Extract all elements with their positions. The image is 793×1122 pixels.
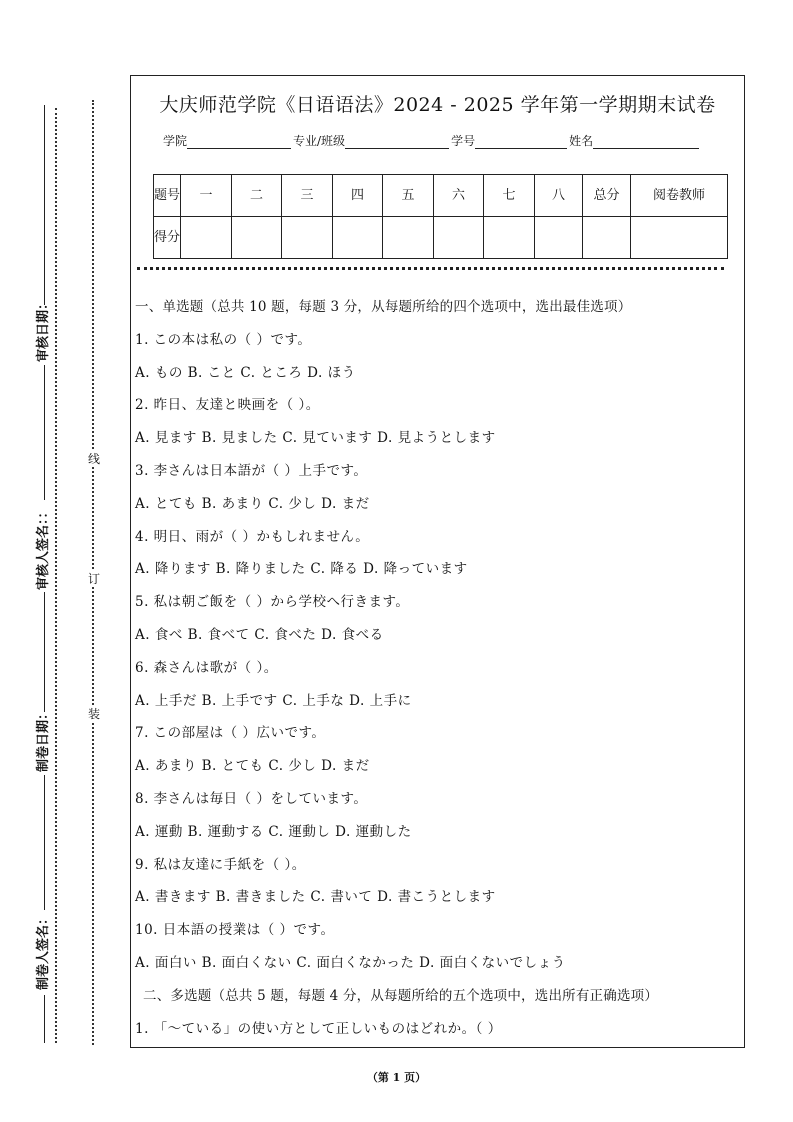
question-text: 8. 李さんは毎日（ ）をしています。 xyxy=(135,790,368,807)
score-cell[interactable] xyxy=(484,217,535,259)
score-table-header-row xyxy=(154,175,728,217)
paper-maker-signature-label: 制卷人签名： xyxy=(36,911,51,990)
score-cell[interactable] xyxy=(583,217,631,259)
question-text: 9. 私は友達に手紙を（ ）。 xyxy=(135,856,306,873)
question-text: 1. この本は私の（ ）です。 xyxy=(135,331,312,348)
score-header-cell: 八 xyxy=(535,175,583,217)
college-field[interactable] xyxy=(187,136,291,149)
question-options: A. もの B. こと C. ところ D. ほう xyxy=(135,364,356,381)
score-header-cell: 七 xyxy=(484,175,535,217)
score-table-score-row xyxy=(154,217,728,259)
question-text: 7. この部屋は（ ）広いです。 xyxy=(135,725,326,742)
score-header-cell: 五 xyxy=(383,175,434,217)
college-label: 学院 xyxy=(163,134,188,148)
score-header-cell: 六 xyxy=(434,175,484,217)
binding-dotted-line-left xyxy=(55,108,57,1043)
question-options: A. 上手だ B. 上手です C. 上手な D. 上手に xyxy=(135,692,412,709)
score-header-cell: 阅卷教师 xyxy=(631,175,728,217)
score-cell[interactable] xyxy=(232,217,282,259)
question-options: A. 面白い B. 面白くない C. 面白くなかった D. 面白くないでしょう xyxy=(135,954,566,971)
question-text: 3. 李さんは日本語が（ ）上手です。 xyxy=(135,462,368,479)
question-text: 2. 昨日、友達と映画を（ ）。 xyxy=(135,397,320,414)
dotted-separator xyxy=(137,267,724,270)
reviewer-signature-label: 审核人签名：： xyxy=(36,505,51,590)
student-id-label: 学号 xyxy=(451,134,476,148)
signature-line-3 xyxy=(44,592,45,712)
binding-char-bind: 装 xyxy=(88,707,101,721)
exam-content xyxy=(135,291,743,1045)
question-options: A. 書きます B. 書きました C. 書いて D. 書こうとします xyxy=(135,889,496,906)
paper-date-label: 制卷日期： xyxy=(36,706,51,772)
score-header-cell: 二 xyxy=(232,175,282,217)
score-header-cell: 一 xyxy=(181,175,232,217)
question-options: A. あまり B. とても C. 少し D. まだ xyxy=(135,758,370,775)
question-options: A. 降ります B. 降りました C. 降る D. 降っています xyxy=(135,561,468,578)
review-date-label: 审核日期： xyxy=(36,296,51,362)
score-cell[interactable] xyxy=(434,217,484,259)
section-heading: 二、多选题（总共 5 题，每题 4 分，从每题所给的五个选项中，选出所有正确选项） xyxy=(143,987,659,1004)
score-cell[interactable] xyxy=(181,217,232,259)
name-field[interactable] xyxy=(593,136,699,149)
score-cell[interactable] xyxy=(383,217,434,259)
exam-title: 大庆师范学院《日语语法》2024 - 2025 学年第一学期期末试卷 xyxy=(159,94,716,116)
binding-char-line: 线 xyxy=(88,452,101,466)
score-cell[interactable] xyxy=(631,217,728,259)
question-options: A. 運動 B. 運動する C. 運動し D. 運動した xyxy=(135,823,412,840)
student-info-row xyxy=(163,132,701,149)
major-class-label: 专业/班级 xyxy=(293,134,346,148)
score-header-cell: 四 xyxy=(333,175,383,217)
major-class-field[interactable] xyxy=(345,136,449,149)
signature-line-bottom xyxy=(44,995,45,1043)
student-id-field[interactable] xyxy=(475,136,567,149)
name-label: 姓名 xyxy=(569,134,594,148)
signature-line-2 xyxy=(44,365,45,500)
exam-frame xyxy=(130,75,745,1048)
signature-line-4 xyxy=(44,775,45,910)
question-text: 4. 明日、雨が（ ）かもしれません。 xyxy=(135,528,370,545)
score-table xyxy=(153,174,728,259)
score-cell[interactable] xyxy=(282,217,333,259)
score-cell[interactable] xyxy=(333,217,383,259)
question-text: 1. 「～ている」の使い方として正しいものはどれか。（ ） xyxy=(135,1020,502,1037)
binding-char-order: 订 xyxy=(88,572,101,586)
score-header-cell: 题号 xyxy=(154,175,181,217)
score-header-cell: 三 xyxy=(282,175,333,217)
section-heading: 一、单选题（总共 10 题，每题 3 分，从每题所给的四个选项中，选出最佳选项） xyxy=(135,299,632,315)
signature-line-top xyxy=(44,105,45,305)
question-text: 10. 日本語の授業は（ ）です。 xyxy=(135,922,335,939)
question-text: 6. 森さんは歌が（ ）。 xyxy=(135,659,278,676)
question-text: 5. 私は朝ご飯を（ ）から学校へ行きます。 xyxy=(135,594,410,611)
score-cell[interactable] xyxy=(535,217,583,259)
score-row-label: 得分 xyxy=(154,217,181,259)
score-header-cell: 总分 xyxy=(583,175,631,217)
question-options: A. 見ます B. 見ました C. 見ています D. 見ようとします xyxy=(135,430,496,447)
page-number: （第 1 页） xyxy=(366,1071,427,1084)
question-options: A. とても B. あまり C. 少し D. まだ xyxy=(135,495,370,512)
question-options: A. 食べ B. 食べて C. 食べた D. 食べる xyxy=(135,626,384,643)
